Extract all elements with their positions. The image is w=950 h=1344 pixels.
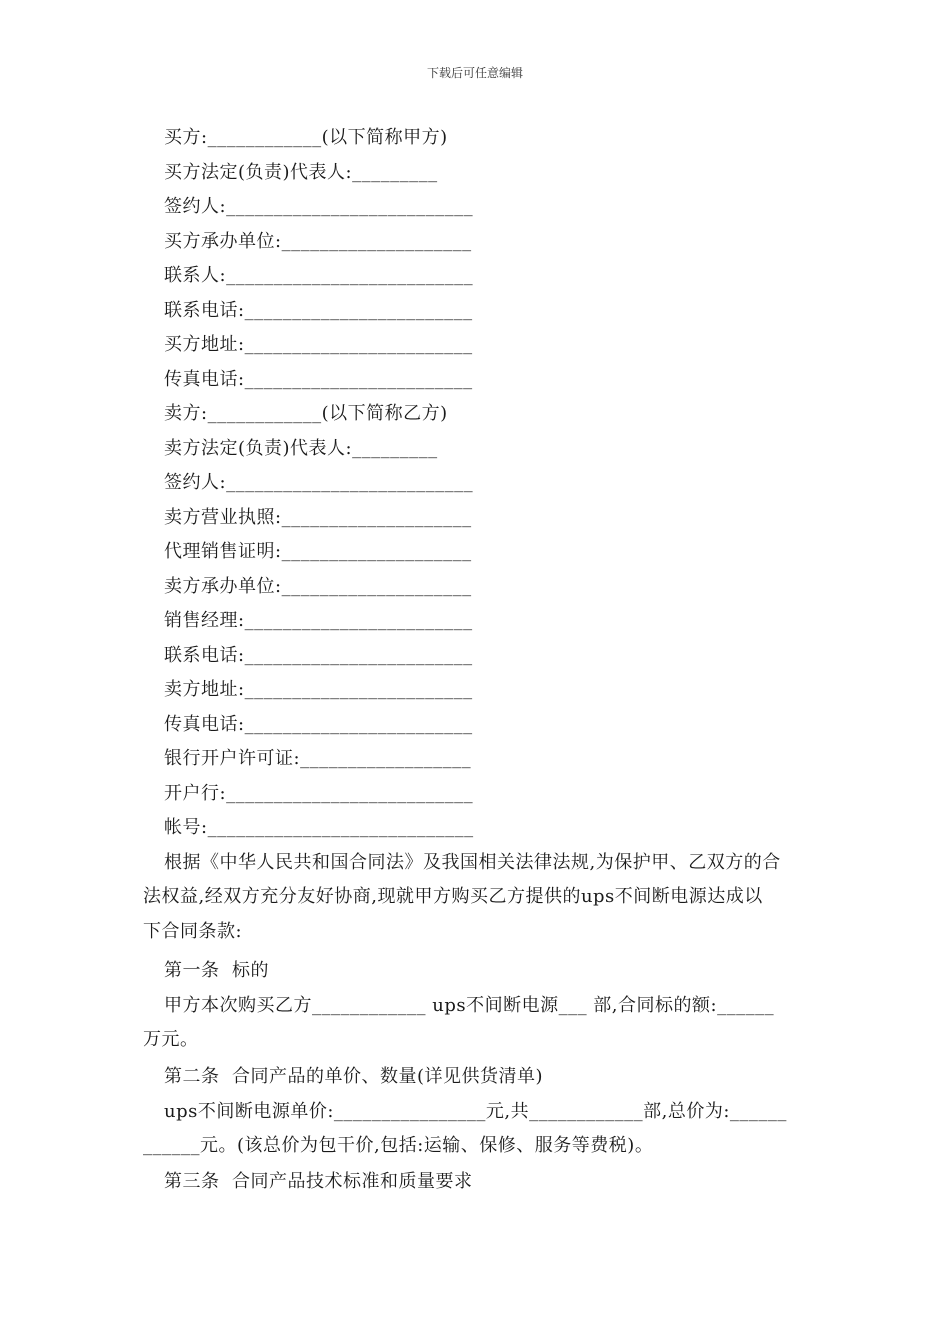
seller-line: 卖方:____________(以下简称乙方) [164, 403, 448, 424]
seller-fax-line: 传真电话:________________________ [164, 714, 473, 735]
account-line: 帐号:____________________________ [164, 817, 474, 838]
buyer-rep-line: 买方法定(负责)代表人:_________ [164, 162, 438, 183]
article-2-text-line-1: ups不间断电源单价:________________元,共____________部,总价为:______ [164, 1101, 787, 1122]
buyer-fax-line: 传真电话:________________________ [164, 369, 473, 390]
buyer-phone-line: 联系电话:________________________ [164, 300, 473, 321]
page-header: 下载后可任意编辑 [426, 66, 523, 80]
article-1-text-line-1: 甲方本次购买乙方____________ ups不间断电源___ 部,合同标的额:______ [164, 995, 775, 1016]
intro-paragraph-line-2: 法权益,经双方充分友好协商,现就甲方购买乙方提供的ups不间断电源达成以 [143, 886, 763, 907]
article-2-text-line-2: ______元。(该总价为包干价,包括:运输、保修、服务等费税)。 [143, 1135, 654, 1156]
buyer-unit-line: 买方承办单位:____________________ [164, 231, 472, 252]
seller-address-line: 卖方地址:________________________ [164, 679, 473, 700]
agency-proof-line: 代理销售证明:____________________ [164, 541, 472, 562]
buyer-contact-line: 联系人:__________________________ [164, 265, 474, 286]
buyer-line: 买方:____________(以下简称甲方) [164, 127, 448, 148]
seller-unit-line: 卖方承办单位:____________________ [164, 576, 472, 597]
seller-license-line: 卖方营业执照:____________________ [164, 507, 472, 528]
article-1-text-line-2: 万元。 [143, 1029, 199, 1050]
sales-manager-line: 销售经理:________________________ [164, 610, 473, 631]
seller-signer-line: 签约人:__________________________ [164, 472, 474, 493]
intro-paragraph-line-3: 下合同条款: [143, 921, 243, 942]
intro-paragraph-line-1: 根据《中华人民共和国合同法》及我国相关法律法规,为保护甲、乙双方的合 [164, 852, 781, 873]
buyer-address-line: 买方地址:________________________ [164, 334, 473, 355]
article-2-title: 第二条 合同产品的单价、数量(详见供货清单) [164, 1066, 543, 1087]
article-1-title: 第一条 标的 [164, 960, 269, 981]
article-3-title: 第三条 合同产品技术标准和质量要求 [164, 1171, 473, 1192]
bank-permit-line: 银行开户许可证:__________________ [164, 748, 472, 769]
seller-rep-line: 卖方法定(负责)代表人:_________ [164, 438, 438, 459]
buyer-signer-line: 签约人:__________________________ [164, 196, 474, 217]
seller-phone-line: 联系电话:________________________ [164, 645, 473, 666]
bank-line: 开户行:__________________________ [164, 783, 474, 804]
